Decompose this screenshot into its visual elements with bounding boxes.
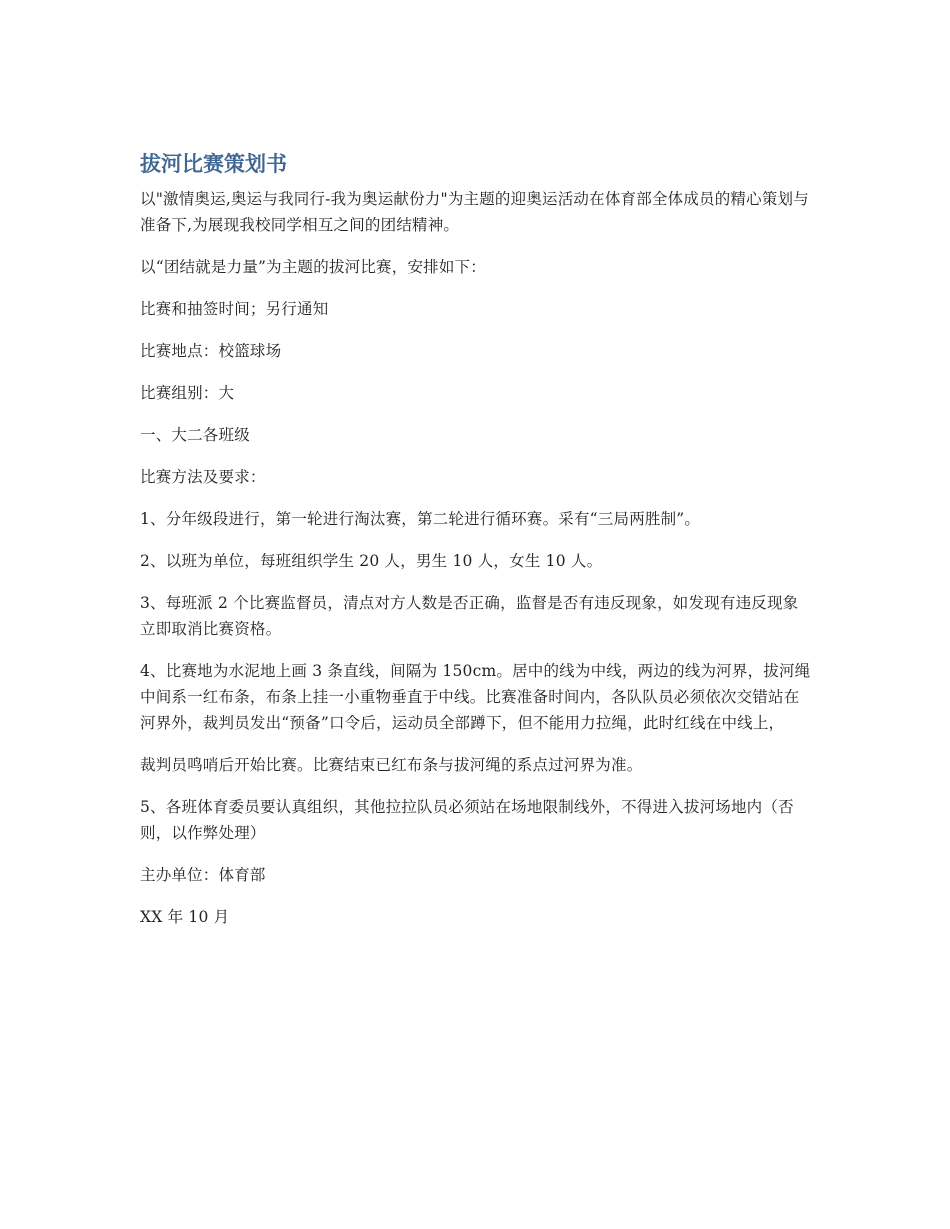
organizer-paragraph: 主办单位：体育部	[140, 866, 266, 884]
rule-3-paragraph: 3、每班派 2 个比赛监督员，清点对方人数是否正确，监督是否有违反现象，如发现有违反现象立即取消比赛资格。	[140, 594, 799, 638]
time-paragraph: 比赛和抽签时间；另行通知	[140, 300, 329, 318]
intro-paragraph: 以"激情奥运,奥运与我同行-我为奥运献份力"为主题的迎奥运活动在体育部全体成员的精心策划与准备下,为展现我校同学相互之间的团结精神。	[140, 190, 809, 234]
date-paragraph: XX 年 10 月	[140, 908, 230, 926]
grade-paragraph: 一、大二各班级	[140, 426, 250, 444]
rule-4-continued-paragraph: 裁判员鸣哨后开始比赛。比赛结束已红布条与拔河绳的系点过河界为准。	[140, 756, 643, 774]
rules-heading-paragraph: 比赛方法及要求：	[140, 468, 266, 486]
rule-4-paragraph: 4、比赛地为水泥地上画 3 条直线，间隔为 150cm。居中的线为中线，两边的线为河界，拔河绳中间系一红布条，布条上挂一小重物垂直于中线。比赛准备时间内，各队队员必须依次交错站在河界外，裁判员发出“预备”口令后，运动员全部蹲下，但不能用力拉绳，此时红线在中线上，	[140, 662, 811, 732]
document-title: 拔河比赛策划书	[140, 152, 287, 176]
rule-1-paragraph: 1、分年级段进行，第一轮进行淘汰赛，第二轮进行循环赛。采有“三局两胜制”。	[140, 510, 701, 528]
group-paragraph: 比赛组别：大	[140, 384, 235, 402]
rule-5-paragraph: 5、各班体育委员要认真组织，其他拉拉队员必须站在场地限制线外，不得进入拔河场地内（否则，以作弊处理）	[140, 798, 794, 842]
rule-2-paragraph: 2、以班为单位，每班组织学生 20 人，男生 10 人，女生 10 人。	[140, 552, 603, 570]
document-page	[140, 148, 812, 946]
location-paragraph: 比赛地点：校篮球场	[140, 342, 282, 360]
theme-paragraph: 以“团结就是力量”为主题的拔河比赛，安排如下：	[140, 258, 486, 276]
